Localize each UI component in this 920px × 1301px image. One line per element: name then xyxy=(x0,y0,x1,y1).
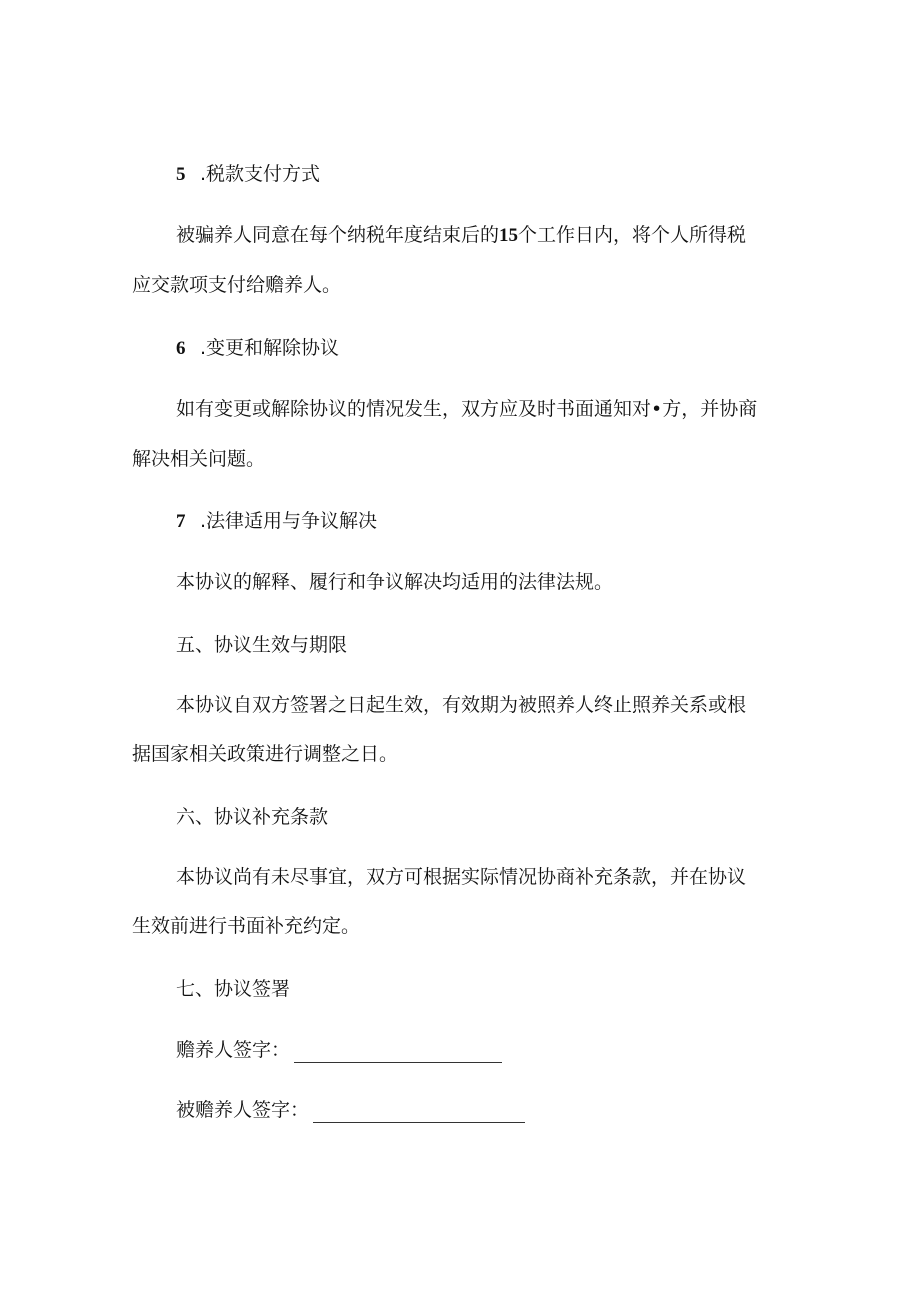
paragraph-line: 如有变更或解除协议的情况发生，双方应及时书面通知对•方，并协商 xyxy=(176,398,758,420)
paragraph-line xyxy=(176,222,746,249)
chapter-heading-effect-term: 五、协议生效与期限 xyxy=(176,634,348,656)
chapter-heading-supplementary: 六、协议补充条款 xyxy=(176,806,329,828)
section-heading-law-dispute xyxy=(176,508,377,535)
signature-row-supporter xyxy=(176,1037,502,1063)
paragraph-line: 本协议自双方签署之日起生效，有效期为被照养人终止照养关系或根 xyxy=(176,694,747,716)
section-number: 7 xyxy=(176,511,186,532)
paragraph-line: 生效前进行书面补充约定。 xyxy=(132,915,361,937)
text-segment: 被骗养人同意在每个纳税年度结束后的 xyxy=(176,224,500,246)
number-emphasis: 15 xyxy=(499,225,519,246)
paragraph-line: 本协议尚有未尽事宜，双方可根据实际情况协商补充条款，并在协议 xyxy=(176,866,747,888)
section-number: 5 xyxy=(176,164,186,185)
section-title: .税款支付方式 xyxy=(200,163,321,185)
section-title: .变更和解除协议 xyxy=(200,337,340,359)
signature-label: 被赡养人签字： xyxy=(176,1099,310,1121)
paragraph-line: 本协议的解释、履行和争议解决均适用的法律法规。 xyxy=(176,571,614,593)
section-title: .法律适用与争议解决 xyxy=(200,510,378,532)
paragraph-line: 应交款项支付给赡养人。 xyxy=(132,274,342,296)
signature-label: 赡养人签字： xyxy=(176,1039,291,1061)
signature-row-supported xyxy=(176,1097,525,1123)
section-heading-tax-payment xyxy=(176,161,320,188)
signature-line[interactable] xyxy=(294,1044,502,1063)
paragraph-line: 解决相关问题。 xyxy=(132,448,266,470)
section-heading-change-termination xyxy=(176,335,339,362)
chapter-heading-signing: 七、协议签署 xyxy=(176,978,291,1000)
section-number: 6 xyxy=(176,338,186,359)
signature-line[interactable] xyxy=(313,1104,525,1123)
paragraph-line: 据国家相关政策进行调整之日。 xyxy=(132,743,399,765)
text-segment: 个工作日内，将个人所得税 xyxy=(518,224,747,246)
